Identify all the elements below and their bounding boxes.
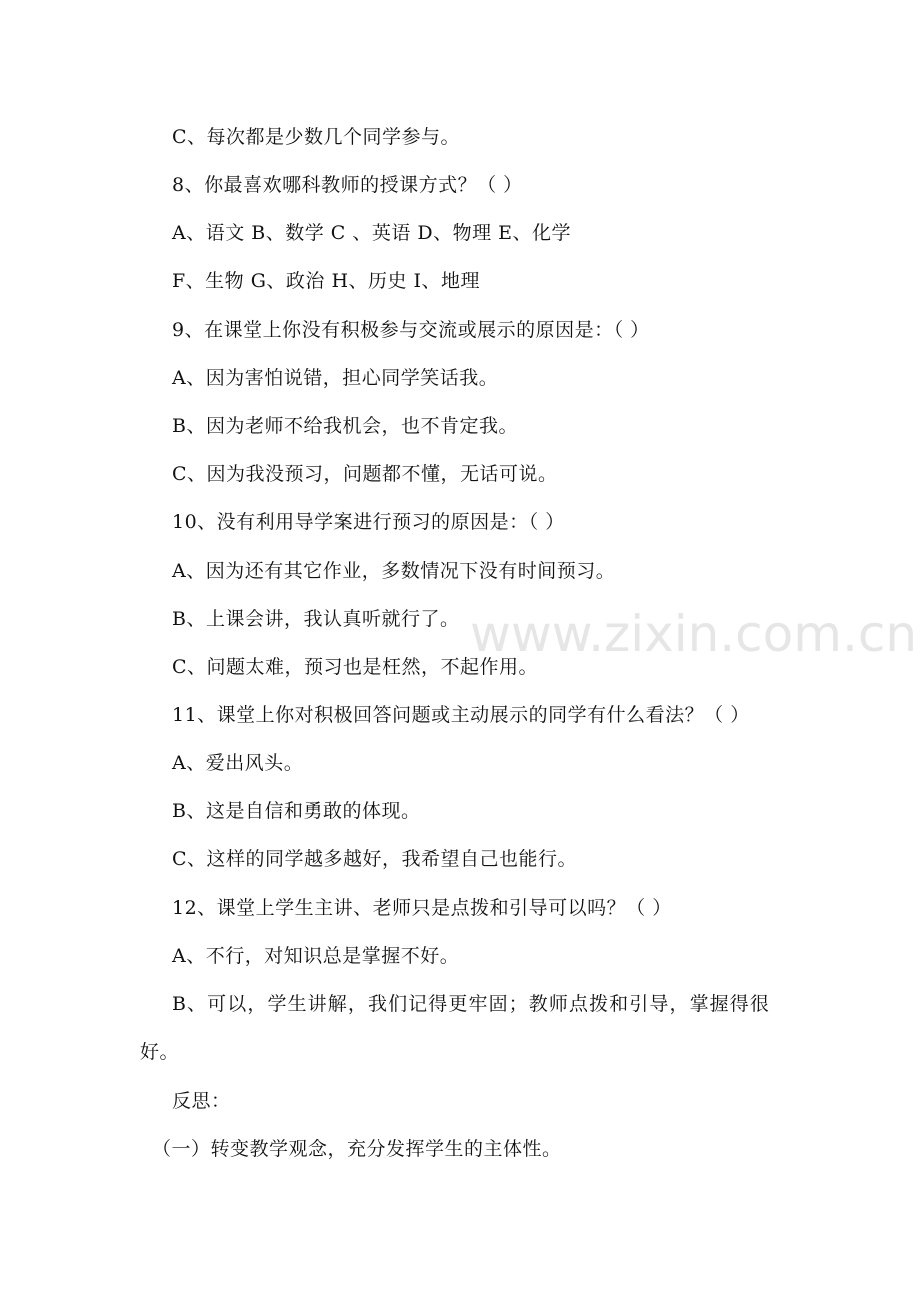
option-line: A、因为害怕说错，担心同学笑话我。	[172, 367, 499, 389]
option-line: A、因为还有其它作业，多数情况下没有时间预习。	[172, 560, 616, 582]
question-12: 12、课堂上学生主讲、老师只是点拨和引导可以吗？（ ）	[172, 897, 672, 919]
option-line: A、不行，对知识总是掌握不好。	[172, 945, 460, 967]
option-line: C、因为我没预习，问题都不懂，无话可说。	[172, 463, 558, 485]
reflection-heading: 反思：	[172, 1090, 231, 1112]
option-line: A、语文 B、数学 C 、英语 D、物理 E、化学	[172, 222, 572, 244]
option-line: C、问题太难，预习也是枉然，不起作用。	[172, 656, 539, 678]
option-line-continued: 好。	[140, 1041, 180, 1063]
option-line: A、爱出风头。	[172, 752, 304, 774]
option-line: C、这样的同学越多越好，我希望自己也能行。	[172, 848, 578, 870]
question-10: 10、没有利用导学案进行预习的原因是：（ ）	[172, 511, 565, 533]
question-8: 8、你最喜欢哪科教师的授课方式？（ ）	[172, 174, 523, 196]
watermark: www.zixin.com.cn	[470, 605, 918, 663]
reflection-point-1: （一）转变教学观念，充分发挥学生的主体性。	[152, 1138, 562, 1160]
question-11: 11、课堂上你对积极回答问题或主动展示的同学有什么看法？（ ）	[172, 704, 750, 726]
option-line: B、上课会讲，我认真听就行了。	[172, 608, 460, 630]
option-line: B、因为老师不给我机会，也不肯定我。	[172, 415, 518, 437]
question-9: 9、在课堂上你没有积极参与交流或展示的原因是：（ ）	[172, 319, 650, 341]
option-line: F、生物 G、政治 H、历史 I、地理	[172, 270, 481, 292]
option-line: C、每次都是少数几个同学参与。	[172, 126, 461, 148]
option-line: B、可以，学生讲解，我们记得更牢固；教师点拨和引导，掌握得很	[172, 993, 770, 1015]
option-line: B、这是自信和勇敢的体现。	[172, 800, 421, 822]
